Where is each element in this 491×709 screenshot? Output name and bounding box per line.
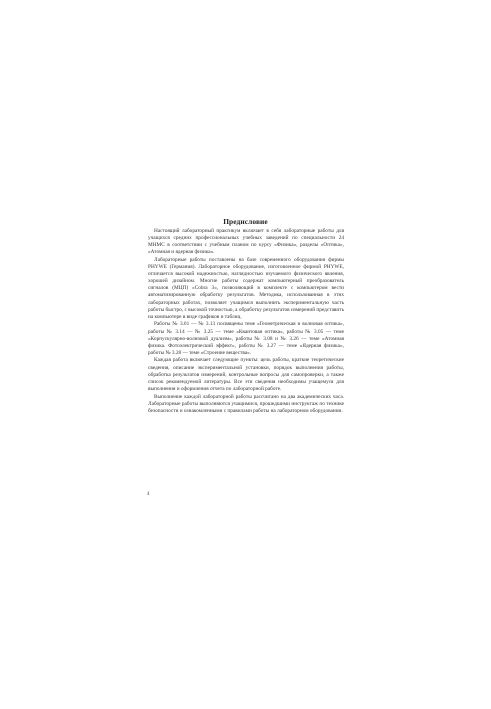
body-text [148,228,344,415]
paragraph: Работы № 3.01 — № 3.13 посвящены теме «Геометрическая и волновая оптика», работы № 3.14 — № 3.25 — теме «Квантовая оптика», работы № 3.05 — теме «Корпускулярно-волновой дуализм», работы № 3.08 и № 3.26 — теме «Атомная физика. Фотоэлектрический эффект», работы № 3.27 — теме «Ядерная физика», работы № 3.28 — теме «Строение вещества». [148,321,344,356]
section-title: Предисловие [223,217,268,226]
paragraph: Лабораторные работы поставлены на базе современного оборудования фирмы PHYWE (Германия). Лабораторное оборудование, изготовленное фирмой PHYWE, отличается высокой надежностью, наглядностью изучаемого физического явления, хорошей дизайном. Многие работы содержат компьютерный преобразователь сигналов (МЦП) «Cobra 3», позволяющий в комплекте с компьютером вести автоматизированную обработку результатов. Методика, использованная в этих лабораторных работах, позволяет учащимся выполнить экспериментальную часть работы быстро, с высокой точностью, а обработку результатов измерений представить на компьютере в виде графиков и таблиц. [148,256,344,320]
paragraph: Каждая работа включает следующие пункты: цель работы, краткие теоретические сведения, описание экспериментальной установки, порядок выполнения работы, обработка результатов измерений, контрольные вопросы для самопроверки, а также список рекомендуемой литературы. Все эти сведения необходимы учащемуся для выполнения и оформления отчета по лабораторной работе. [148,357,344,392]
paragraph: Настоящий лабораторный практикум включает в себя лабораторные работы для учащихся средних профессиональных учебных заведений по специальности 24 МНМС в соответствии с учебным планом по курсу «Физика», разделы «Оптика», «Атомная и ядерная физика». [148,228,344,256]
page-number: 4 [147,492,150,497]
paragraph: Выполнение каждой лабораторной работы рассчитано на два академических часа. Лабораторные работы выполняются учащимися, прошедшими инструктаж по технике безопасности и ознакомленными с правилами работы на лабораторном оборудовании. [148,393,344,414]
